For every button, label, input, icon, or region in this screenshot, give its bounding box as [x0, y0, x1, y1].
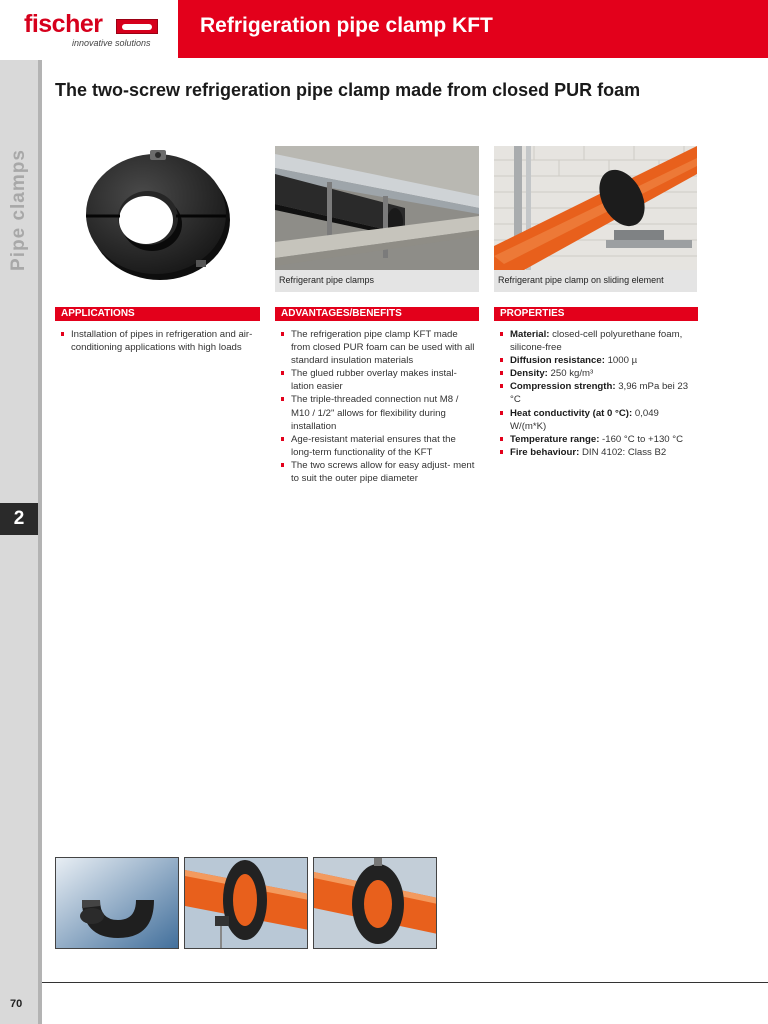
property-label: Heat conductivity (at 0 °C): — [510, 407, 633, 419]
property-value: -160 °C to +130 °C — [599, 433, 684, 445]
list-item — [499, 380, 695, 406]
list-item — [499, 354, 695, 367]
properties-list — [499, 328, 695, 459]
property-label: Temperature range: — [510, 433, 600, 445]
property-value: 1000 µ — [604, 355, 638, 367]
logo-flag-icon — [116, 19, 158, 34]
property-value: 3,96 mPa bei 23 °C — [510, 381, 689, 406]
thumbnail-open-clamp — [55, 857, 179, 949]
list-item: Age-resistant material ensures that the long-term functionality of the KFT — [280, 433, 476, 459]
list-item: Installation of pipes in refrigeration and air-conditioning applications with high loads — [60, 328, 260, 354]
chapter-tab: 2 — [0, 503, 38, 535]
sidebar-edge — [38, 60, 42, 1024]
list-item — [499, 446, 695, 459]
list-item: The refrigeration pipe clamp KFT made from closed PUR foam can be used with all standard insulation materials — [280, 328, 476, 367]
property-value: DIN 4102: Class B2 — [579, 446, 667, 458]
wall-caption: Refrigerant pipe clamp on sliding element — [494, 270, 697, 292]
thumbnail-pipe-mounted — [184, 857, 308, 949]
list-item: The triple-threaded connection nut M8 / M10 / 1/2" allows for flexibility during installation — [280, 393, 476, 432]
list-item — [499, 407, 695, 433]
sidebar — [0, 60, 38, 1024]
footer-rule — [42, 982, 768, 983]
list-item: The glued rubber overlay makes instal- lation easier — [280, 367, 476, 393]
brand-tagline: innovative solutions — [72, 38, 151, 48]
property-value: closed-cell polyurethane foam, silicone-free — [510, 329, 683, 354]
properties-header: PROPERTIES — [494, 307, 698, 321]
list-item — [499, 328, 695, 354]
thumbnail-pipe-clamp-closed — [313, 857, 437, 949]
property-label: Density: — [510, 368, 548, 380]
page-number: 70 — [10, 998, 23, 1010]
advantages-list — [280, 328, 476, 485]
ceiling-caption: Refrigerant pipe clamps — [275, 270, 479, 292]
property-label: Material: — [510, 329, 550, 340]
list-item — [499, 433, 695, 446]
property-label: Compression strength: — [510, 381, 616, 393]
property-value: 0,049 W/(m*K) — [510, 407, 659, 432]
ceiling-photo — [275, 146, 479, 270]
wall-photo — [494, 146, 697, 270]
applications-header: APPLICATIONS — [55, 307, 260, 321]
advantages-header: ADVANTAGES/BENEFITS — [275, 307, 479, 321]
brand-logo: fischer — [24, 10, 103, 38]
header-bar — [178, 0, 768, 58]
applications-list — [60, 328, 260, 354]
brand-logo-area — [0, 0, 178, 58]
product-image — [84, 144, 234, 282]
property-label: Fire behaviour: — [510, 446, 580, 458]
section-label: Pipe clamps — [8, 149, 29, 271]
property-label: Diffusion resistance: — [510, 355, 605, 367]
list-item — [499, 367, 695, 380]
headline: The two-screw refrigeration pipe clamp made from closed PUR foam — [55, 80, 641, 100]
page-title: Refrigeration pipe clamp KFT — [200, 14, 493, 37]
list-item: The two screws allow for easy adjust- ment to suit the outer pipe diameter — [280, 459, 476, 485]
property-value: 250 kg/m³ — [547, 368, 594, 380]
